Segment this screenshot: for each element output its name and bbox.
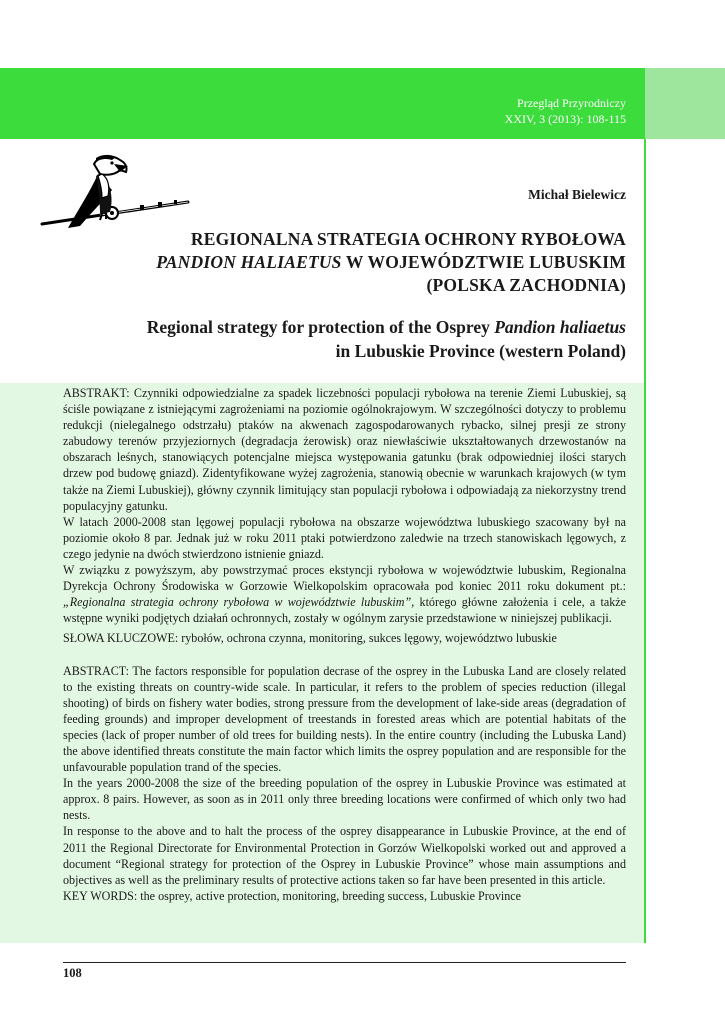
document-title-italic: „Regionalna strategia ochrony rybołowa w województwie lubuskim” [63,595,412,610]
species-name-italic: PANDION HALIAETUS [156,252,342,272]
title-english-line-1: Regional strategy for protection of the Osprey Pandion haliaetus [146,317,626,337]
header-side-tab [645,68,725,139]
abstract-en-paragraph-1: ABSTRACT: The factors responsible for population decrase of the osprey in the Lubuska Land are closely related to the existing threats on country-wide scale. In particular, it refers to the problem of species reduction (illegal shooting) of birds on fishery water bodies, strong pressure from the development of lake-side areas (degradation of feeding grounds) and improper development of treestands in forested areas which are potential habitats of the species (lack of proper number of old trees for building nests). In the entire country (including the Lubuska Land) the above identified threats constitute the main factor which limits the osprey population and are responsible for the unfavourable population trand of the species. [63,663,626,775]
abstract-pl-paragraph-2: W latach 2000-2008 stan lęgowej populacji rybołowa na obszarze województwa lubuskiego szacowany był na poziomie około 8 par. Jednak już w roku 2011 ptaki potwierdzono zaledwie na trzech stanowiskach lęgowych, z czego jedynie na dwóch stwierdzono istnienie gniazd. [63,514,626,561]
keywords-english: KEY WORDS: the osprey, active protection, monitoring, breeding success, Lubuskie Province [63,888,522,903]
footer-rule [63,962,626,963]
abstract-pl-paragraph-1: ABSTRAKT: Czynniki odpowiedzialne za spadek liczebności populacji rybołowa na terenie Ziemi Lubuskiej, są ściśle powiązane z istniejącymi zagrożeniami na poziomie ogólnokrajowym. W szczególności dotyczy to problemu redukcji (nielegalnego odstrzału) ptaków na akwenach zagospodarowanych rybacko, silnej presji ze strony zabudowy terenów przyjeziornych (degradacja żerowisk) oraz niewłaściwie ukształtowanych drzewostanów na obszarach leśnych, stanowiących potencjalne miejsca występowania gatunku (brak odpowiedniej ilości starych drzew pod budowę gniazd). Zidentyfikowane wyżej zagrożenia, stanowią obecnie w warunkach krajowych (w tym także na Ziemi Lubuskiej), główny czynnik limitujący stan populacji rybołowa i odpowiadają za niekorzystny trend populacyjny gatunku. [63,386,626,513]
title-english-line-2: in Lubuskie Province (western Poland) [335,341,626,361]
author-name: Michał Bielewicz [528,187,626,202]
abstract-en-paragraph-2: In the years 2000-2008 the size of the breeding population of the osprey in Lubuskie Province was estimated at approx. 8 pairs. However, as soon as in 2011 only three breeding locations were confirmed of which only two had nests. [63,776,626,823]
title-polish [106,228,626,297]
title-polish-line-1: REGIONALNA STRATEGIA OCHRONY RYBOŁOWA [190,229,626,249]
abstract-pl-paragraph-3: W związku z powyższym, aby powstrzymać proces ekstyncji rybołowa w województwie lubuskim, Regionalna Dyrekcja Ochrony Środowiska w Gorzowie Wielkopolskim opracowała pod koniec 2011 roku dokument pt.: „Regionalna strategia ochrony rybołowa w województwie lubuskim”, którego główne założenia i cele, a także wstępne wyniki podjętych działań ochronnych, zostały w ogólnym zarysie przedstawione w niniejszej publikacji. [63,563,626,626]
journal-name: Przegląd Przyrodniczy [517,96,626,110]
title-english [86,315,626,363]
journal-issue: XXIV, 3 (2013): 108-115 [504,112,626,126]
page-number: 108 [63,966,82,980]
title-polish-line-2: PANDION HALIAETUS W WOJEWÓDZTWIE LUBUSKIM [156,252,626,272]
keywords-polish: SŁOWA KLUCZOWE: rybołów, ochrona czynna, monitoring, sukces lęgowy, województwo lubuskie [63,631,557,646]
title-polish-line-3: (POLSKA ZACHODNIA) [426,275,626,295]
abstract-text [63,385,626,904]
abstract-side-stripe [644,383,646,943]
journal-citation [505,95,626,127]
abstract-en-paragraph-3: In response to the above and to halt the process of the osprey disappearance in Lubuskie Province, at the end of 2011 the Regional Directorate for Environmental Protection in Gorzów Wielkopolski worked out and approved a document “Regional strategy for protection of the Osprey in Lubuskie Province” whose main assumptions and objectives as well as the preliminary results of protective actions taken so far have been presented in this article. [63,824,626,887]
green-side-stripe [644,139,646,383]
species-name-italic: Pandion haliaetus [494,317,626,337]
osprey-on-fishing-rod-icon [40,152,190,232]
